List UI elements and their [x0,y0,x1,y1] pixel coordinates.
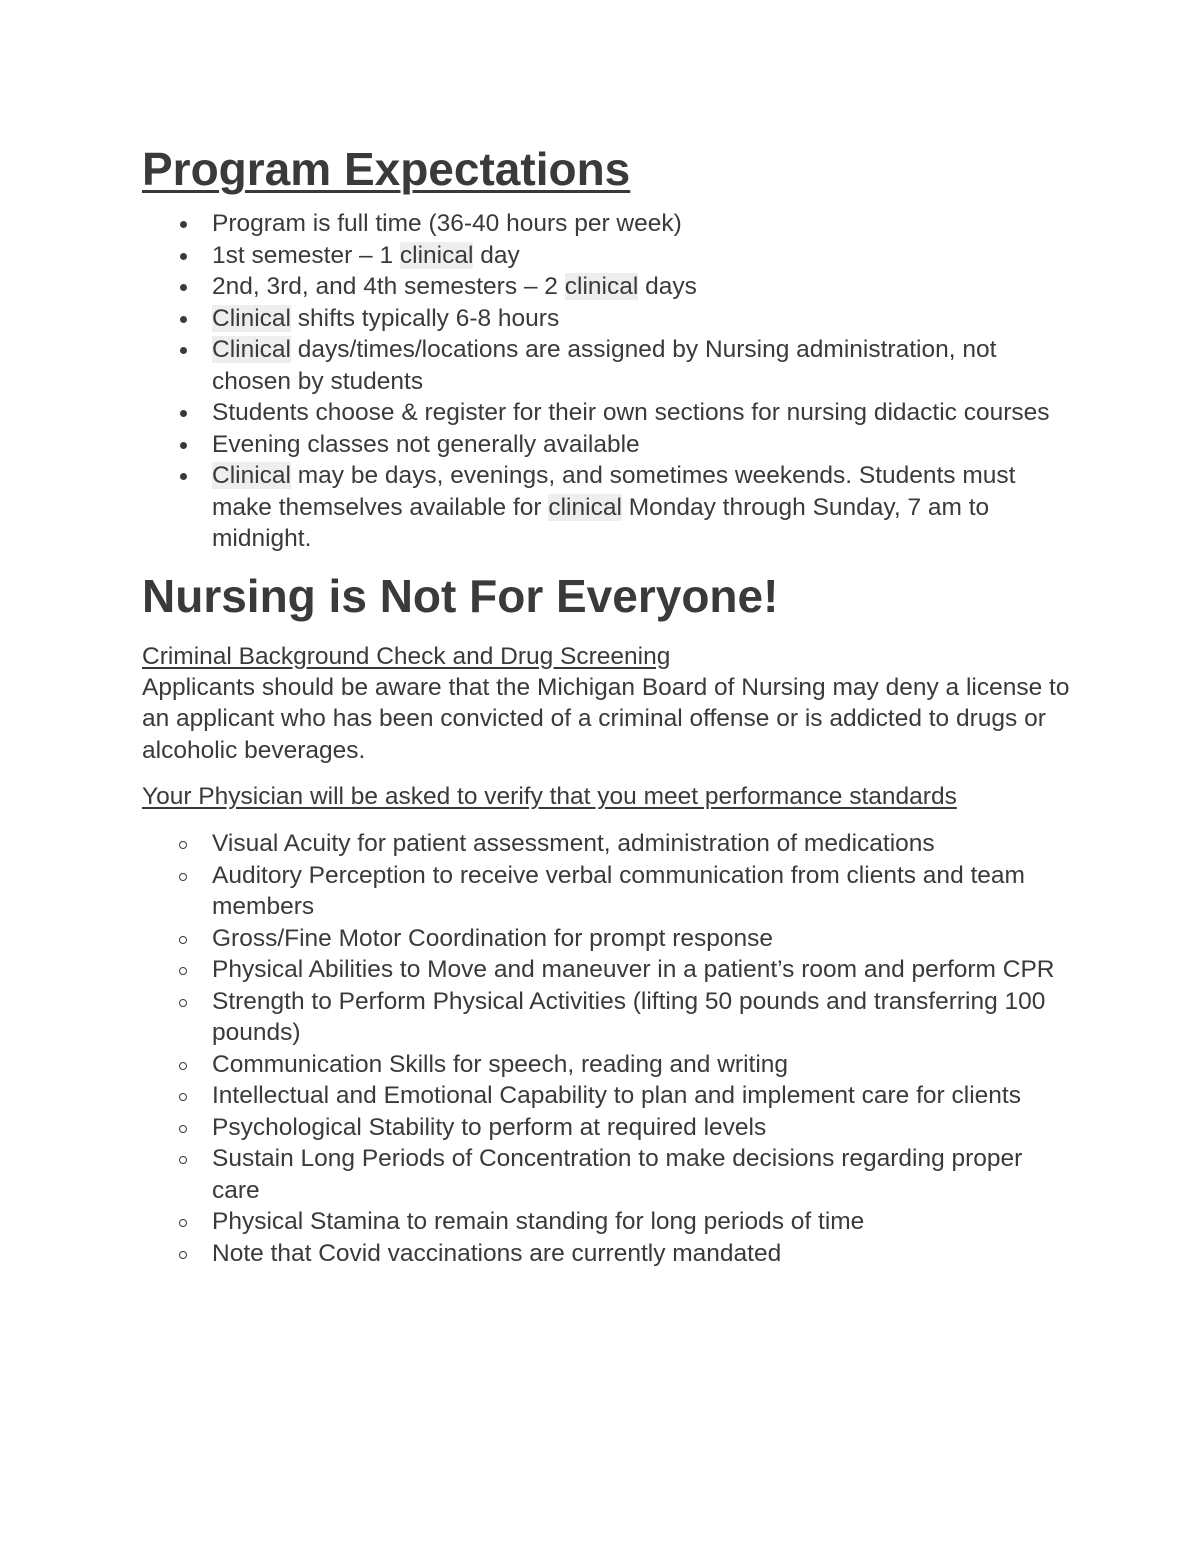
expectation-item [142,271,1072,303]
item-text: days/times/locations are assigned by Nursing administration, not chosen by students [212,336,997,395]
item-text: Evening classes not generally available [212,430,640,458]
item-text: 2nd, 3rd, and 4th semesters – 2 [212,273,565,300]
item-text: day [473,241,520,269]
subheading-background-check: Criminal Background Check and Drug Screening [142,642,671,670]
expectations-list [142,208,1072,555]
performance-standards-list [142,828,1072,1269]
highlighted-term: clinical [548,493,622,521]
standard-item: Visual Acuity for patient assessment, administration of medications [142,828,1072,860]
page-content [142,142,1072,1269]
item-text: may be days, evenings, and sometimes weekends. Students must make themselves available for [212,462,1016,521]
standard-item: Note that Covid vaccinations are currently mandated [142,1238,1072,1270]
heading-nursing-not-for-everyone: Nursing is Not For Everyone! [142,569,779,622]
expectation-item [142,240,1072,272]
expectation-item [142,397,1072,429]
standard-item: Communication Skills for speech, reading and writing [142,1049,1072,1081]
standard-item: Intellectual and Emotional Capability to plan and implement care for clients [142,1080,1072,1112]
standard-item: Gross/Fine Motor Coordination for prompt response [142,923,1072,955]
expectation-item [142,429,1072,461]
expectation-item [142,303,1072,335]
item-text: 1st semester – 1 [212,241,400,269]
standard-item: Physical Abilities to Move and maneuver in a patient’s room and perform CPR [142,954,1072,986]
expectation-item [142,334,1072,397]
highlighted-term: clinical [399,241,474,269]
standard-item: Sustain Long Periods of Concentration to make decisions regarding proper care [142,1143,1072,1206]
heading-program-expectations: Program Expectations [142,143,631,195]
highlighted-term: clinical [564,273,639,300]
item-text: Monday through Sunday, 7 am to midnight. [212,493,990,552]
highlighted-term: Clinical [212,462,291,489]
item-text: days [638,273,697,300]
standard-item: Auditory Perception to receive verbal communication from clients and team members [142,860,1072,923]
subheading-performance-standards: Your Physician will be asked to verify that you meet performance standards [142,783,957,810]
highlighted-term: Clinical [212,336,291,363]
standard-item: Strength to Perform Physical Activities (lifting 50 pounds and transferring 100 pounds) [142,986,1072,1049]
item-text: shifts typically 6-8 hours [290,304,560,332]
highlighted-term: Clinical [212,304,291,332]
expectation-item [142,208,1072,240]
standard-item: Physical Stamina to remain standing for long periods of time [142,1206,1072,1238]
standard-item: Psychological Stability to perform at required levels [142,1112,1072,1144]
item-text: Program is full time (36-40 hours per week) [212,210,682,237]
expectation-item [142,460,1072,555]
background-check-paragraph: Applicants should be aware that the Michigan Board of Nursing may deny a license to an applicant who has been convicted of a criminal offense or is addicted to drugs or alcoholic beverages. [142,673,1070,764]
item-text: Students choose & register for their own sections for nursing didactic courses [212,399,1050,426]
